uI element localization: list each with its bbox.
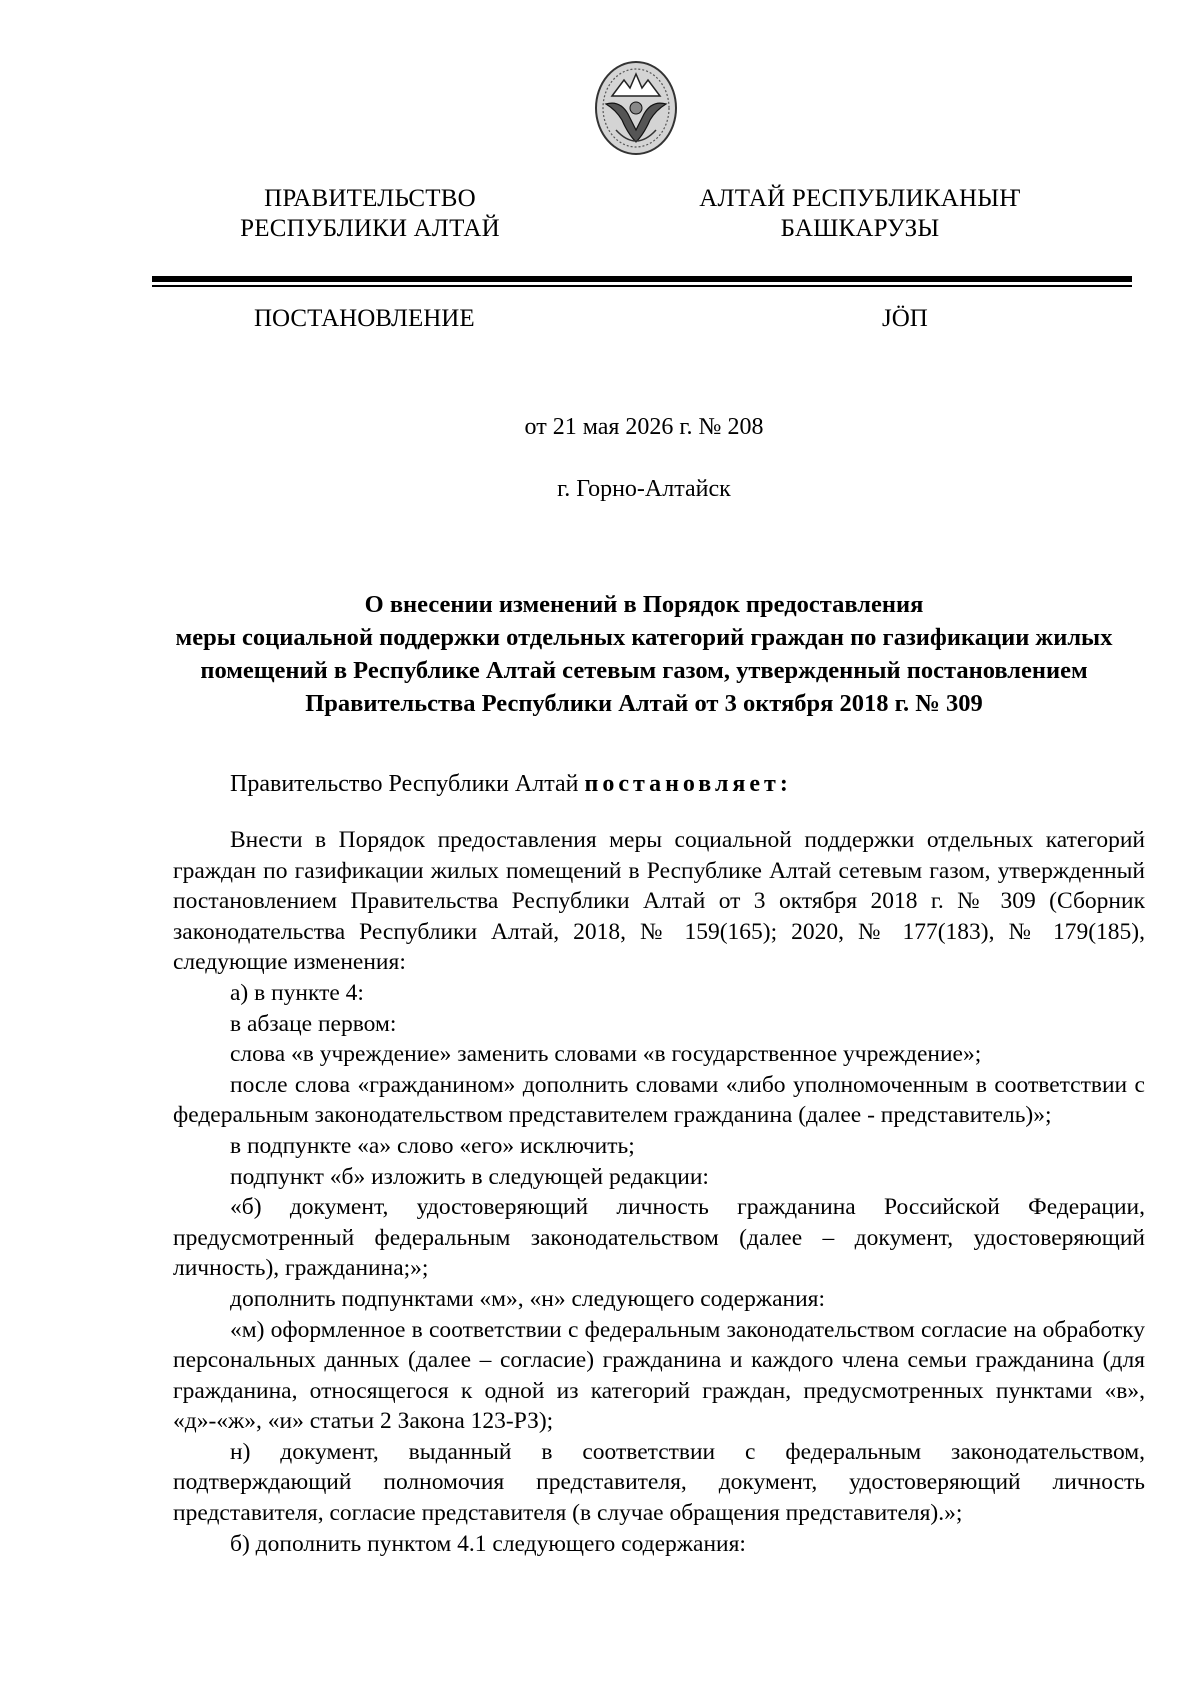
title-line: помещений в Республике Алтай сетевым газом, утвержденный постановлением [200, 657, 1088, 684]
body-paragraph: н) документ, выданный в соответствии с федеральным законодательством, подтверждающий полномочия представителя, документ, удостоверяющий личность представителя, согласие представителя (в случае обращения представителя).»; [173, 1438, 1145, 1527]
body-paragraph: слова «в учреждение» заменить словами «в государственное учреждение»; [230, 1041, 982, 1068]
document-date-number: от 21 мая 2026 г. № 208 [524, 414, 764, 440]
body-paragraph: после слова «гражданином» дополнить словами «либо уполномоченным в соответствии с федеральным законодательством представителем гражданина (далее - представитель)»; [173, 1071, 1145, 1129]
document-title [150, 588, 1138, 720]
doc-type-altai: JӦП [882, 305, 928, 332]
body-paragraph: Внести в Порядок предоставления меры социальной поддержки отдельных категорий граждан по газификации жилых помещений в Республике Алтай сетевым газом, утвержденный постановлением Правительства Республики Алтай от 3 октября 2018 г. № 309 (Сборник законодательства Республики Алтай, 2018, № 159(165); 2020, № 177(183), № 179(185), следующие изменения: [173, 827, 1145, 976]
body-paragraph: «м) оформленное в соответствии с федеральным законодательством согласие на обработку персональных данных (далее – согласие) гражданина и каждого члена семьи гражданина (для гражданина, относящегося к одной из категорий граждан, предусмотренных пунктами «в», «д»-«ж», «и» статьи 2 Закона 123-РЗ); [173, 1316, 1145, 1435]
body-paragraph: в подпункте «а» слово «его» исключить; [230, 1132, 635, 1159]
body-paragraph: дополнить подпунктами «м», «н» следующего содержания: [230, 1285, 826, 1312]
lead-emphasis: постановляет: [584, 771, 792, 797]
republic-altai-coat-of-arms-icon [594, 60, 678, 156]
body-paragraph: б) дополнить пунктом 4.1 следующего содержания: [230, 1530, 746, 1557]
lead-prefix: Правительство Республики Алтай [230, 771, 585, 797]
org-name-russian [190, 184, 550, 244]
org-name-line: БАШКАРУЗЫ [780, 215, 940, 242]
body-paragraph: подпункт «б» изложить в следующей редакции: [230, 1163, 709, 1190]
header-divider-thick [152, 276, 1132, 282]
org-name-line: АЛТАЙ РЕСПУБЛИКАНЫҤ [699, 185, 1021, 212]
title-line: О внесении изменений в Порядок предоставления [364, 591, 924, 618]
document-body [173, 825, 1145, 1559]
title-line: меры социальной поддержки отдельных категорий граждан по газификации жилых [175, 624, 1113, 651]
resolution-lead [230, 771, 792, 798]
title-line: Правительства Республики Алтай от 3 октября 2018 г. № 309 [305, 690, 983, 717]
body-paragraph: в абзаце первом: [230, 1010, 397, 1037]
doc-type-russian: ПОСТАНОВЛЕНИЕ [254, 305, 475, 332]
org-name-line: РЕСПУБЛИКИ АЛТАЙ [240, 215, 500, 242]
document-place: г. Горно-Алтайск [557, 476, 731, 502]
body-paragraph: «б) документ, удостоверяющий личность гражданина Российской Федерации, предусмотренный федеральным законодательством (далее – документ, удостоверяющий личность), гражданина;»; [173, 1194, 1145, 1282]
org-name-altai [680, 184, 1040, 244]
body-paragraph: а) в пункте 4: [230, 979, 364, 1006]
header-divider-thin [152, 285, 1132, 287]
org-name-line: ПРАВИТЕЛЬСТВО [264, 185, 476, 212]
